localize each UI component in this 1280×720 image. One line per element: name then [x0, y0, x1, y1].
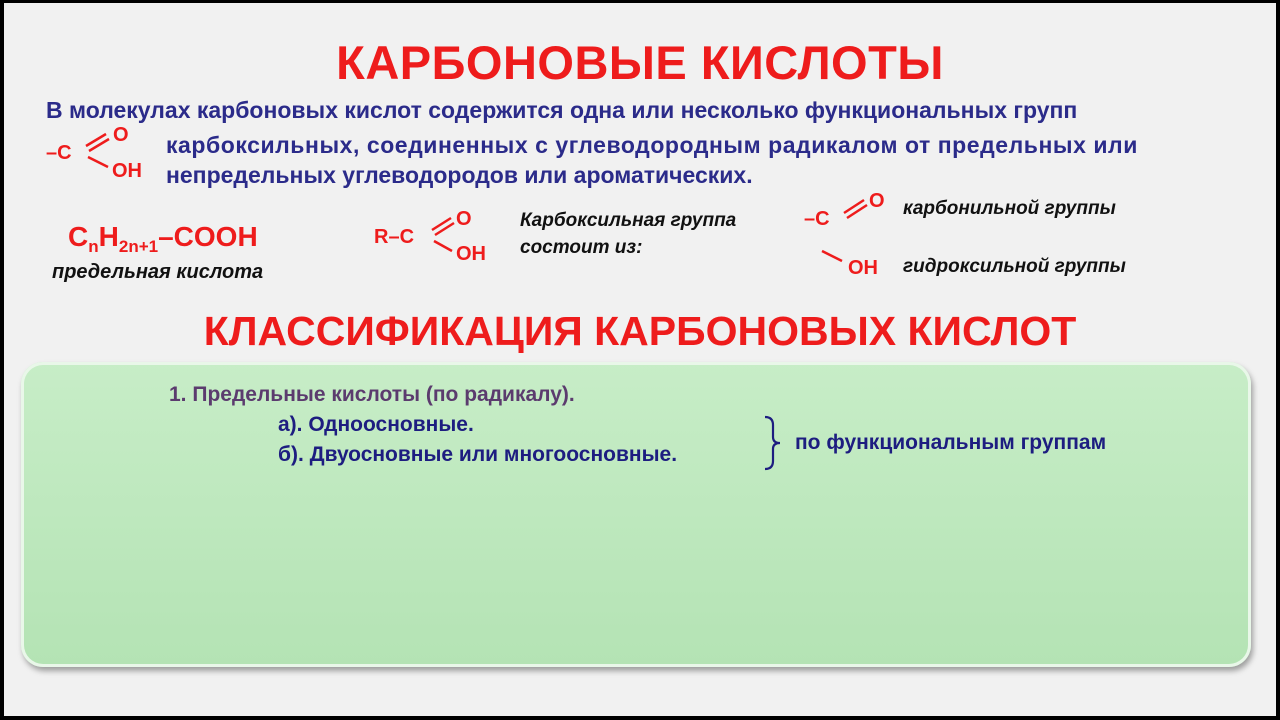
- slide: [4, 3, 1276, 716]
- classification-title: КЛАССИФИКАЦИЯ КАРБОНОВЫХ КИСЛОТ: [203, 308, 1077, 354]
- r-c-label: R–C: [374, 226, 415, 248]
- composition-label-2: состоит из:: [520, 237, 643, 258]
- classification-item-1: 1. Предельные кислоты (по радикалу).: [169, 383, 575, 406]
- intro-line-2: карбоксильных, соединенных с углеводородным радикалом от предельных или: [166, 132, 1138, 158]
- carboxyl-oh-label: OH: [112, 160, 142, 182]
- carboxyl-c-label: –C: [46, 142, 72, 164]
- classification-item-a: а). Одноосновные.: [278, 413, 474, 436]
- carboxyl-group-icon: [44, 121, 164, 185]
- classification-panel: [21, 362, 1251, 667]
- saturated-acid-caption: предельная кислота: [52, 261, 264, 283]
- double-bond-line: [86, 134, 106, 146]
- single-bond-line: [88, 157, 108, 167]
- hydroxyl-label: гидроксильной группы: [903, 256, 1126, 277]
- bracket-label: по функциональным группам: [795, 431, 1107, 454]
- carbonyl-group-structure: [802, 185, 896, 233]
- r-oh-label: OH: [456, 243, 486, 265]
- formula-c: C: [68, 221, 89, 252]
- classification-item-b: б). Двуосновные или многоосновные.: [278, 443, 678, 466]
- r-cooh-structure: [372, 201, 502, 269]
- carbonyl-c-label: –C: [804, 208, 830, 230]
- intro-line-1: В молекулах карбоновых кислот содержится одна или несколько функциональных групп: [46, 97, 1078, 123]
- formula-sub: 2n+1: [118, 237, 159, 256]
- intro-line-3: непредельных углеводородов или ароматических.: [166, 162, 753, 188]
- single-bond-line: [822, 251, 842, 261]
- hydroxyl-oh-label: OH: [848, 257, 878, 279]
- double-bond-line: [435, 223, 454, 235]
- carbonyl-o-label: O: [869, 190, 885, 212]
- r-o-label: O: [456, 208, 472, 230]
- slide-title: КАРБОНОВЫЕ КИСЛОТЫ: [336, 36, 944, 89]
- formula-n: n: [88, 237, 99, 256]
- double-bond-line: [844, 200, 864, 213]
- double-bond-line: [432, 218, 451, 230]
- carboxyl-o-label: O: [113, 124, 129, 146]
- saturated-acid-formula: [68, 221, 258, 257]
- double-bond-line: [89, 139, 109, 151]
- composition-label-1: Карбоксильная группа: [520, 210, 737, 231]
- carbonyl-label: карбонильной группы: [903, 198, 1116, 219]
- curly-bracket-icon: [762, 415, 784, 471]
- double-bond-line: [847, 205, 867, 218]
- formula-h: H: [98, 221, 119, 252]
- formula-cooh: –COOH: [158, 221, 258, 252]
- single-bond-line: [434, 241, 452, 251]
- hydroxyl-group-structure: [816, 243, 896, 283]
